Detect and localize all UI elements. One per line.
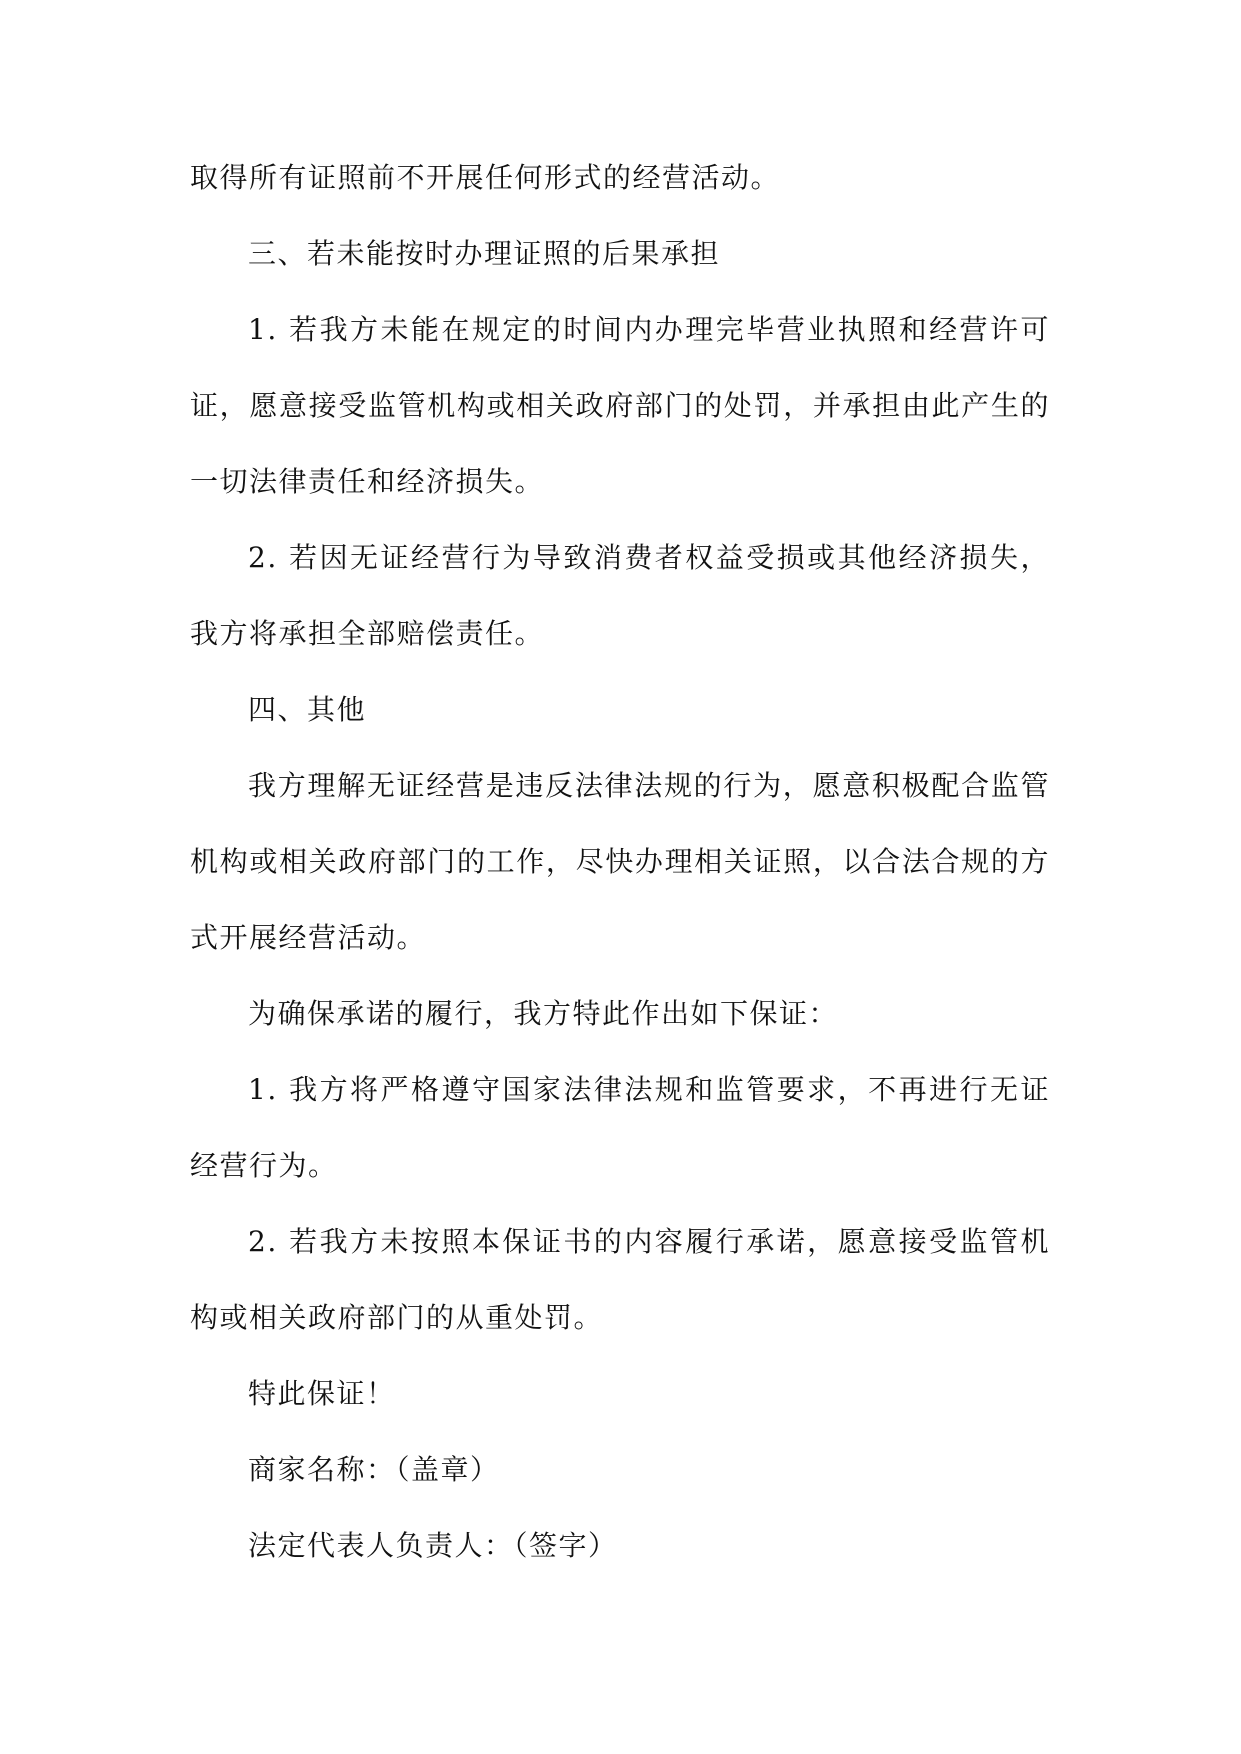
closing-statement: 特此保证！ (248, 1377, 396, 1410)
section-heading-other: 四、其他 (248, 693, 367, 726)
paragraph-continuation: 取得所有证照前不开展任何形式的经营活动。 (190, 161, 781, 194)
legal-representative-line: 法定代表人负责人：（签字） (248, 1529, 618, 1562)
document-body (190, 140, 1050, 1584)
paragraph-guarantee-intro: 为确保承诺的履行，我方特此作出如下保证： (248, 997, 839, 1030)
section-heading-consequences: 三、若未能按时办理证照的后果承担 (248, 237, 721, 270)
paragraph-guarantee-item-2: 2. 若我方未按照本保证书的内容履行承诺，愿意接受监管机构或相关政府部门的从重处罚。 (190, 1225, 1050, 1334)
paragraph-item-1-penalty: 1. 若我方未能在规定的时间内办理完毕营业执照和经营许可证，愿意接受监管机构或相关政府部门的处罚，并承担由此产生的一切法律责任和经济损失。 (190, 313, 1050, 498)
paragraph-guarantee-item-1: 1. 我方将严格遵守国家法律法规和监管要求，不再进行无证经营行为。 (190, 1073, 1050, 1182)
paragraph-item-2-compensation: 2. 若因无证经营行为导致消费者权益受损或其他经济损失，我方将承担全部赔偿责任。 (190, 541, 1050, 650)
merchant-name-line: 商家名称：（盖章） (248, 1453, 500, 1486)
paragraph-understanding: 我方理解无证经营是违反法律法规的行为，愿意积极配合监管机构或相关政府部门的工作，尽快办理相关证照，以合法合规的方式开展经营活动。 (190, 769, 1050, 954)
